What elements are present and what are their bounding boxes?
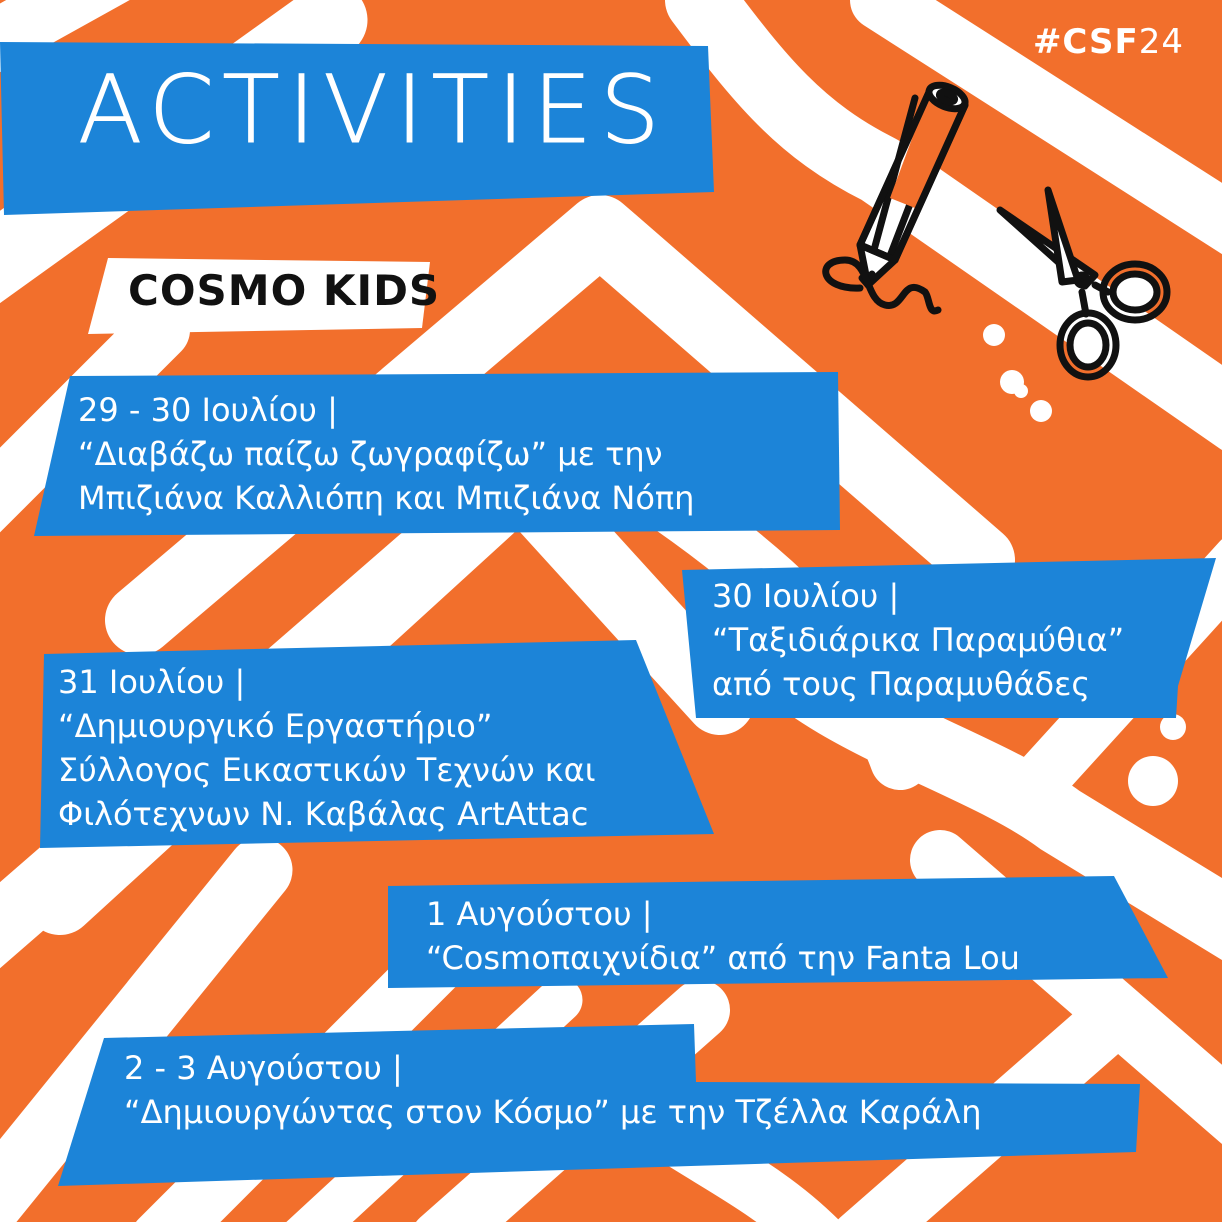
event-3 [58,660,596,836]
event-3-line-1: “Δημιουργικό Εργαστήριο” [58,707,493,745]
decorative-dot [1128,756,1178,806]
event-2-line-2: από τους Παραμυθάδες [712,665,1091,703]
event-5 [124,1046,981,1134]
event-2 [712,574,1124,706]
event-4-line-1: “Cosmoπαιχνίδια” από την Fanta Lou [426,939,1020,977]
event-3-line-2: Σύλλογος Εικαστικών Τεχνών και [58,751,596,789]
subtitle: COSMO KIDS [128,266,441,315]
hashtag: #CSF24 [1032,22,1184,62]
event-1-line-1: “Διαβάζω παίζω ζωγραφίζω” με την [78,435,663,473]
event-2-date: 30 Ιουλίου | [712,577,900,615]
event-3-date: 31 Ιουλίου | [58,663,246,701]
event-3-line-3: Φιλότεχνων Ν. Καβάλας ArtAttac [58,795,589,833]
scissors-icon [1000,190,1167,377]
event-2-line-1: “Ταξιδιάρικα Παραμύθια” [712,621,1125,659]
page-title: ACTIVITIES [78,56,668,165]
event-1-date: 29 - 30 Ιουλίου | [78,391,338,429]
event-4-date: 1 Αυγούστου | [426,895,653,933]
pencil-icon [826,81,969,311]
event-5-line-1: “Δημιουργώντας στον Κόσμο” με την Τζέλλα Καράλη [124,1093,982,1131]
event-1-line-2: Μπιζιάνα Καλλιόπη και Μπιζιάνα Νόπη [78,479,695,517]
event-4 [426,892,1020,980]
event-1 [78,388,694,520]
craft-icons [790,60,1190,420]
event-5-date: 2 - 3 Αυγούστου | [124,1049,403,1087]
